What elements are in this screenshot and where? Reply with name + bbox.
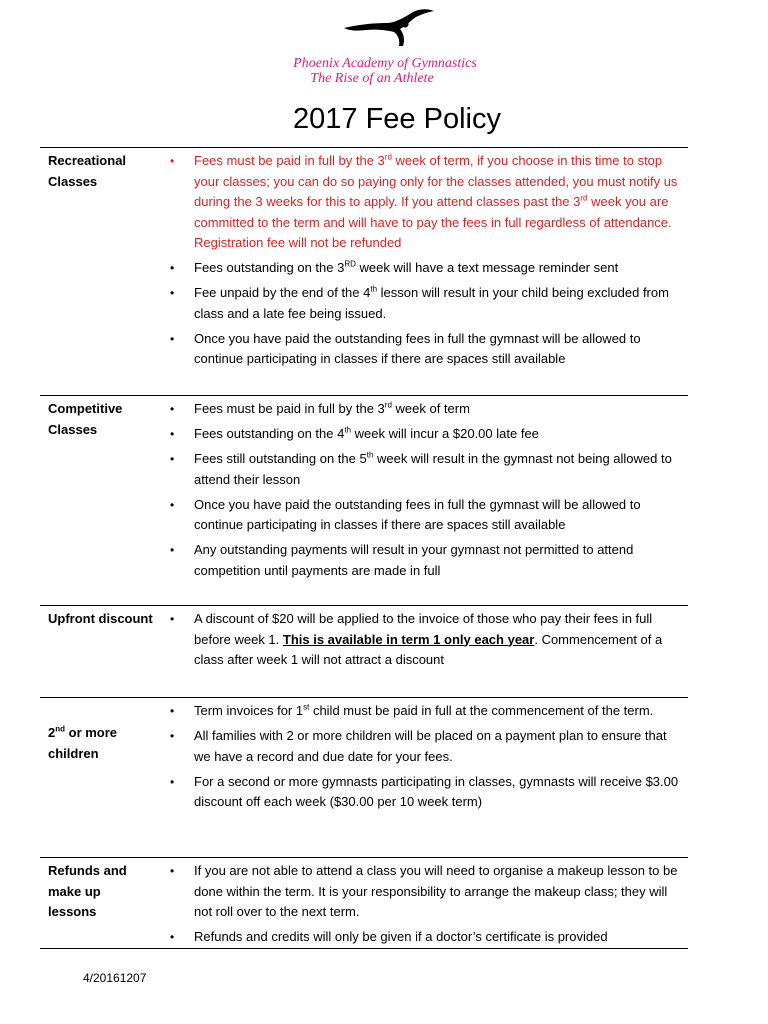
bullet-icon: • — [170, 729, 175, 743]
list-item: • Once you have paid the outstanding fees in full the gymnast will be allowed to continue participating in classes if there are spaces still available — [170, 330, 641, 366]
bullet-icon: • — [170, 402, 175, 416]
list-item: • Fees must be paid in full by the 3rd week of term — [194, 399, 684, 420]
organization-name: Phoenix Academy of Gymnastics — [293, 56, 477, 71]
list-item: • Any outstanding payments will result in your gymnast not permitted to attend competition until payments are made in full — [170, 542, 634, 578]
footer-doc-code: 4/20161207 — [83, 971, 147, 985]
list-item: • For a second or more gymnasts participating in classes, gymnasts will receive $3.00 discount off each week ($30.00 per 10 week term) — [170, 773, 679, 809]
bullet-list — [170, 609, 684, 675]
section-label: Refunds and make up lessons — [48, 863, 127, 919]
list-item: • If you are not able to attend a class you will need to organise a makeup lesson to be done within the term. It is your responsibility to arrange the makeup class; they will not roll over to the next term. — [170, 863, 678, 919]
bullet-icon: • — [170, 612, 175, 626]
bullet-icon: • — [170, 497, 175, 512]
page-title: 2017 Fee Policy — [293, 103, 501, 135]
gymnast-logo-icon — [342, 4, 437, 48]
section-label: Competitive Classes — [48, 401, 123, 437]
list-item: • Fees must be paid in full by the 3rd week of term, if you choose in this time to stop your classes; you can do so paying only for the classes attended, you must notify us during the 3 weeks for this to apply. If you attend classes past the 3rd week you are committed to the term and will have to pay the fees in full regardless of attendance. Registration fee will not be refunded — [170, 152, 678, 250]
bullet-icon: • — [170, 543, 175, 557]
section-recreational — [40, 147, 688, 396]
bullet-icon: • — [170, 154, 175, 168]
bullet-icon: • — [170, 427, 175, 441]
list-item: • Fee unpaid by the end of the 4th lesson will result in your child being excluded from class and a late fee being issued. — [170, 284, 669, 321]
list-item: • All families with 2 or more children will be placed on a payment plan to ensure that we have a record and due date for your fees. — [170, 728, 667, 764]
bullet-icon: • — [170, 774, 175, 789]
section-refunds — [40, 857, 688, 949]
list-item: • Fees outstanding on the 3RD week will have a text message reminder sent — [194, 258, 684, 279]
list-item: • Refunds and credits will only be given if a doctor’s certificate is provided — [194, 927, 684, 948]
bullet-icon: • — [170, 286, 175, 300]
bullet-list — [170, 701, 684, 817]
bullet-icon: • — [170, 261, 175, 275]
bullet-list — [170, 861, 684, 952]
list-item: • Term invoices for 1st child must be paid in full at the commencement of the term. — [194, 701, 684, 722]
list-item: • A discount of $20 will be applied to the invoice of those who pay their fees in full before week 1. This is available in term 1 only each year. Commencement of a class after week 1 will not attract a discount — [170, 611, 663, 667]
list-item: • Fees outstanding on the 4th week will incur a $20.00 late fee — [194, 424, 684, 445]
bullet-icon: • — [170, 930, 175, 944]
section-multiple-children — [40, 697, 688, 858]
list-item: • Once you have paid the outstanding fees in full the gymnast will be allowed to continue participating in classes if there are spaces still available — [170, 496, 641, 532]
section-label: 2nd or more children — [48, 724, 118, 761]
organization-tagline: The Rise of an Athlete — [310, 71, 434, 86]
bullet-list — [170, 399, 684, 586]
bullet-icon: • — [170, 704, 175, 718]
list-item: • Fees still outstanding on the 5th week will result in the gymnast not being allowed to attend their lesson — [170, 450, 672, 487]
bullet-icon: • — [170, 331, 175, 346]
bullet-list — [170, 151, 684, 374]
section-competitive — [40, 395, 688, 606]
bullet-icon: • — [170, 452, 175, 466]
section-label: Upfront discount — [48, 611, 153, 626]
section-upfront-discount — [40, 605, 688, 698]
bullet-icon: • — [170, 864, 175, 878]
section-label: Recreational Classes — [48, 153, 127, 189]
